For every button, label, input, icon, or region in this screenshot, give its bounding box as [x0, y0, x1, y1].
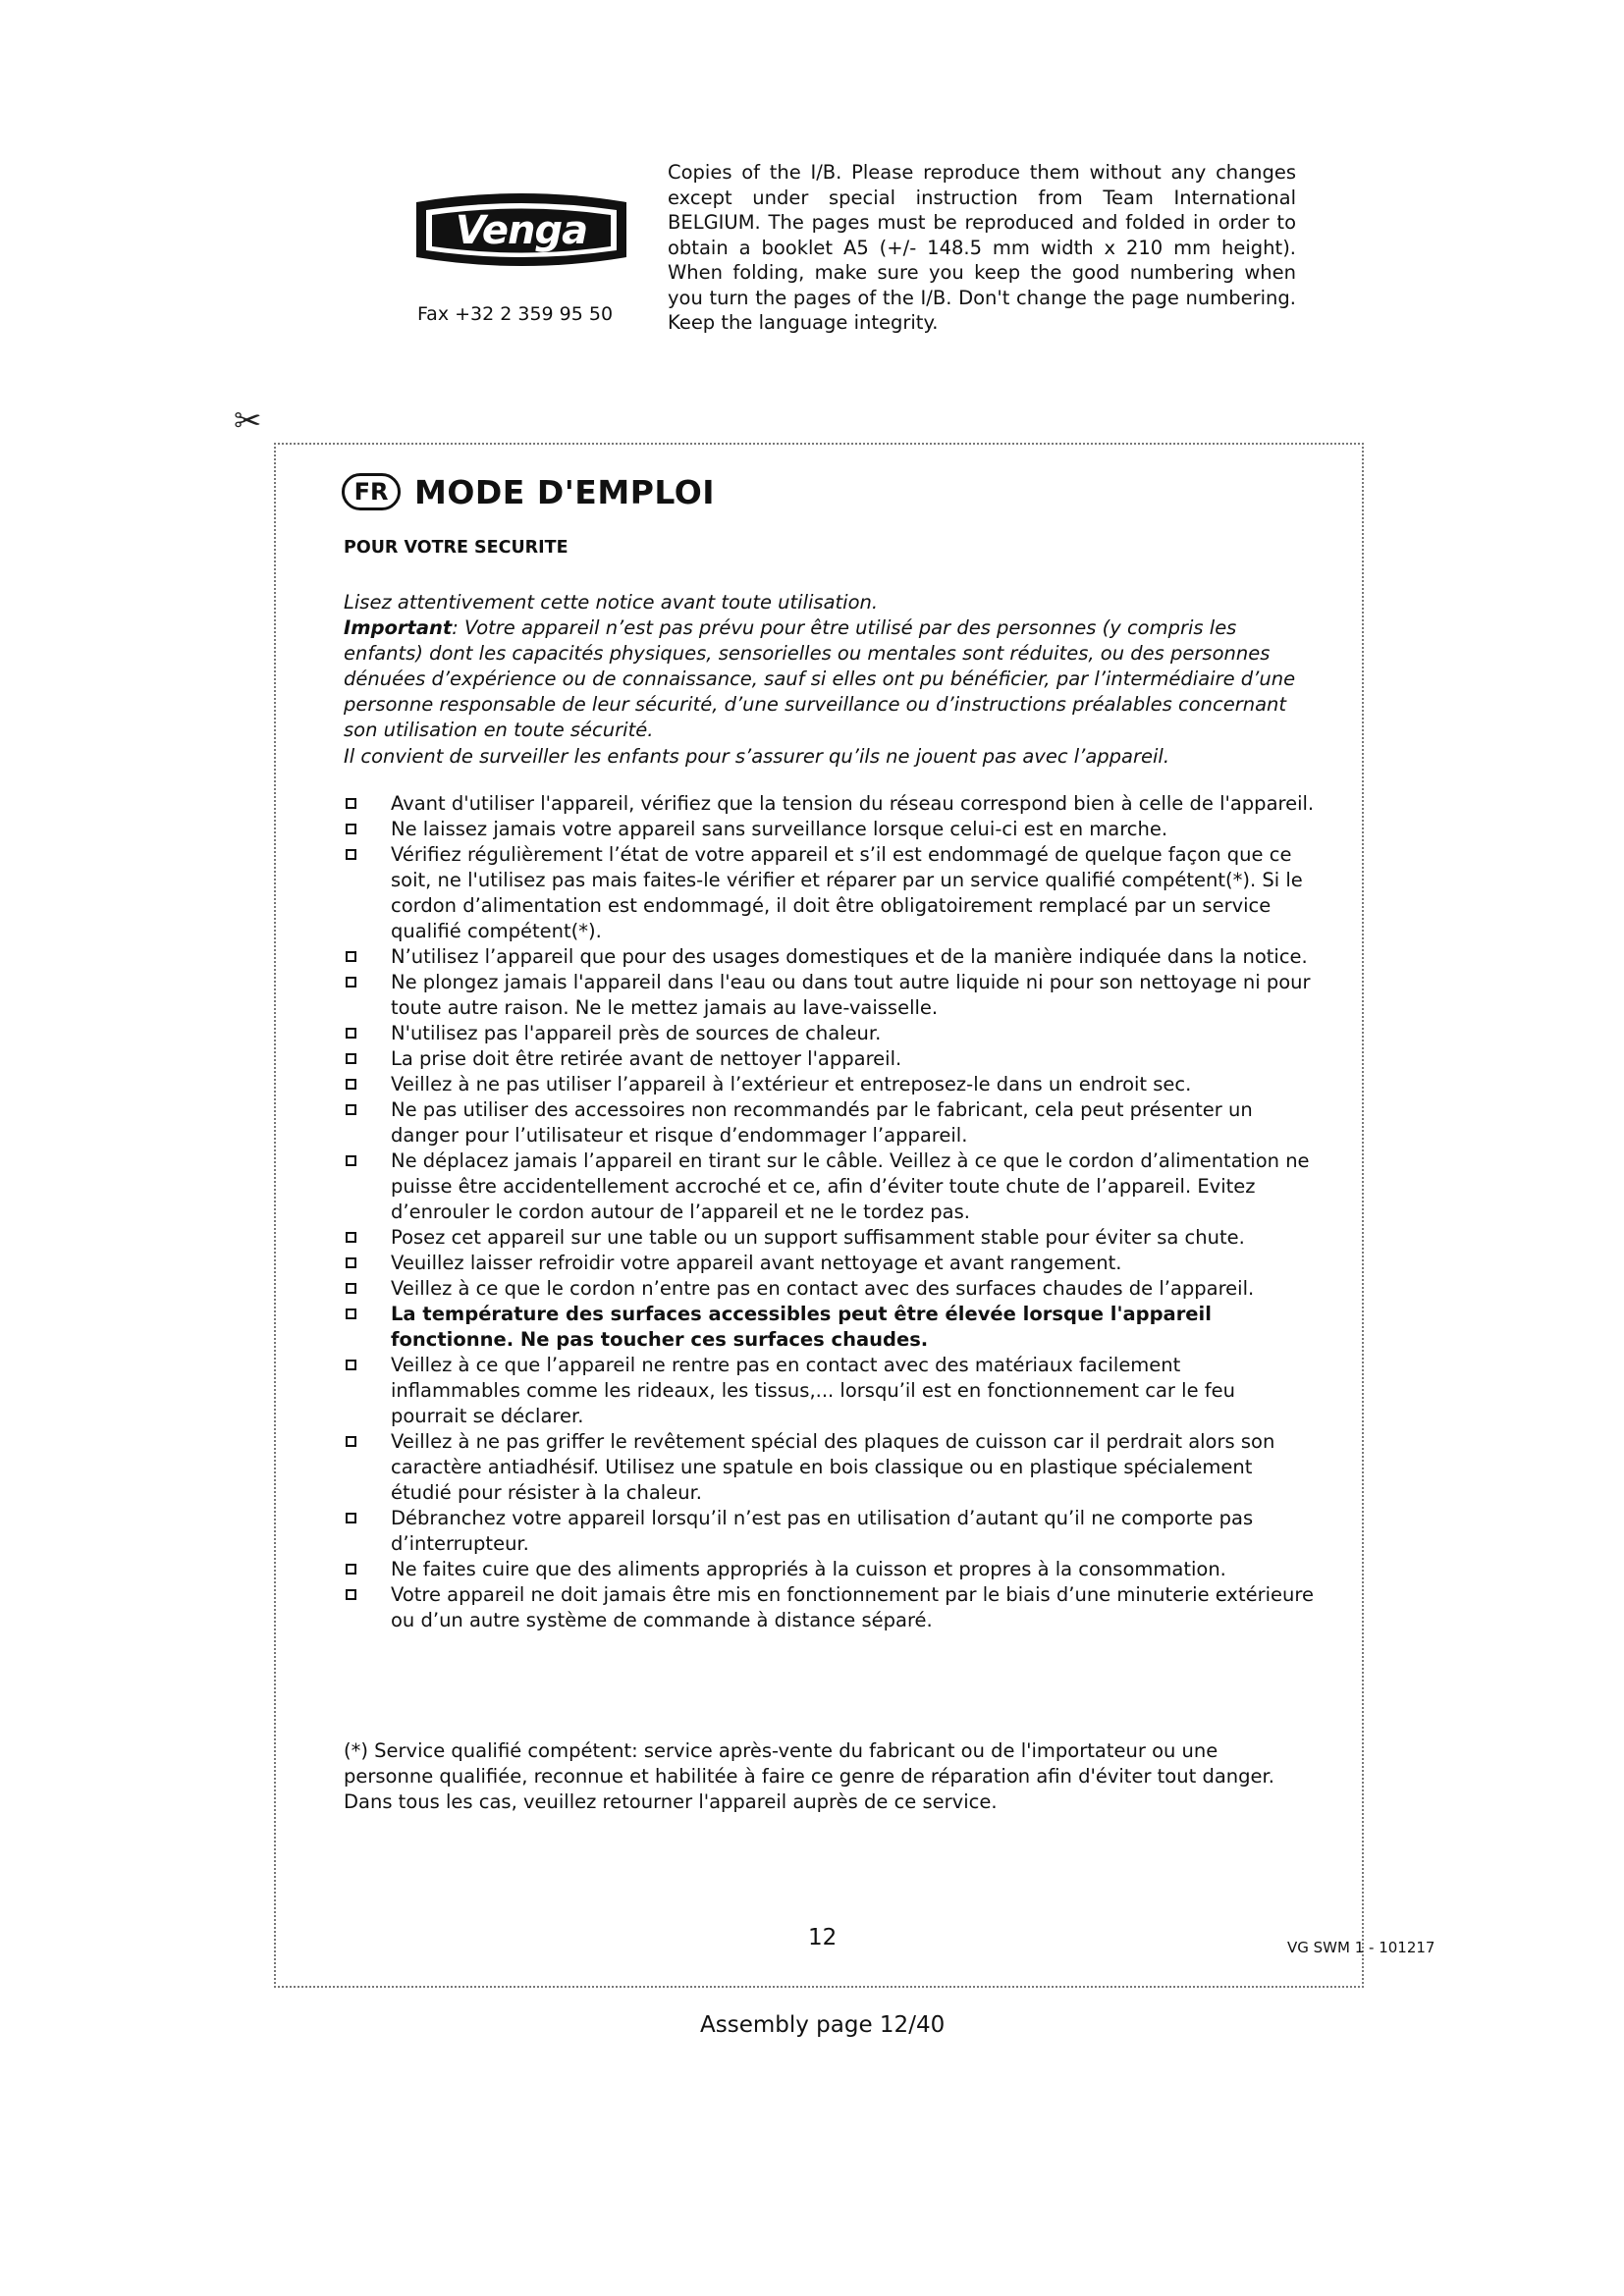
checkbox-bullet-icon: [346, 849, 356, 860]
warning-item: [344, 791, 1316, 817]
checkbox-bullet-icon: [346, 1589, 356, 1600]
warning-text: La température des surfaces accessibles peut être élevée lorsque l'appareil fonctionne. Ne pas toucher ces surfaces chaudes.: [391, 1303, 1212, 1351]
checkbox-bullet-icon: [346, 1028, 356, 1039]
intro-text: [344, 590, 1296, 770]
warning-list: [344, 791, 1316, 1633]
warning-text: Ne pas utiliser des accessoires non recommandés par le fabricant, cela peut présenter un danger pour l’utilisateur et risque d’endommager l’appareil.: [391, 1098, 1253, 1147]
checkbox-bullet-icon: [346, 1283, 356, 1294]
warning-text: N’utilisez l’appareil que pour des usages domestiques et de la manière indiquée dans la notice.: [391, 945, 1308, 968]
checkbox-bullet-icon: [346, 1564, 356, 1575]
checkbox-bullet-icon: [346, 798, 356, 809]
copy-instructions: Copies of the I/B. Please reproduce them without any changes except under special instruction from Team International BELGIUM. The pages must be reproduced and folded in order to obtain a booklet A5 (+/- 148.5 mm width x 210 mm height). When folding, make sure you keep the good numbering when you turn the pages of the I/B. Don't change the page numbering. Keep the language integrity.: [668, 161, 1296, 334]
warning-item: [344, 1225, 1316, 1251]
warning-text: Veillez à ce que le cordon n’entre pas en contact avec des surfaces chaudes de l’appareil.: [391, 1277, 1255, 1300]
warning-item: [344, 817, 1316, 842]
intro-line: Lisez attentivement cette notice avant toute utilisation.: [344, 591, 879, 614]
warning-text: Vérifiez régulièrement l’état de votre appareil et s’il est endommagé de quelque façon que ce soit, ne l'utilisez pas mais faites-le vérifier et réparer par un service qualifié compétent(*). Si le cordon d’alimentation est endommagé, il doit être obligatoirement remplacé par un service qualifié compétent(*).: [391, 843, 1303, 942]
checkbox-bullet-icon: [346, 951, 356, 962]
warning-text: Veillez à ce que l’appareil ne rentre pas en contact avec des matériaux facilement inflammables comme les rideaux, les tissus,... lorsqu’il est en fonctionnement car le feu pourrait se déclarer.: [391, 1354, 1235, 1427]
children-warning: Il convient de surveiller les enfants pour s’assurer qu’ils ne jouent pas avec l’appareil.: [344, 744, 1170, 768]
warning-item: [344, 1148, 1316, 1225]
checkbox-bullet-icon: [346, 1104, 356, 1115]
warning-text: Veuillez laisser refroidir votre appareil avant nettoyage et avant rangement.: [391, 1252, 1122, 1274]
checkbox-bullet-icon: [346, 1308, 356, 1319]
warning-item: [344, 1072, 1316, 1097]
footnote: (*) Service qualifié compétent: service après-vente du fabricant ou de l'importateur ou une personne qualifiée, reconnue et habilitée à faire ce genre de réparation afin d'éviter tout danger. Dans tous les cas, veuillez retourner l'appareil auprès de ce service.: [344, 1739, 1274, 1813]
warning-item: [344, 1046, 1316, 1072]
warning-text: N'utilisez pas l'appareil près de sources de chaleur.: [391, 1022, 882, 1044]
warning-item: [344, 1557, 1316, 1582]
warning-text: Ne faites cuire que des aliments appropriés à la cuisson et propres à la consommation.: [391, 1558, 1226, 1580]
warning-item: [344, 970, 1316, 1021]
warning-item: [344, 1021, 1316, 1046]
important-label: Important: [344, 616, 453, 640]
checkbox-bullet-icon: [346, 1436, 356, 1447]
warning-text: Veillez à ne pas utiliser l’appareil à l’extérieur et entreposez-le dans un endroit sec.: [391, 1073, 1192, 1095]
checkbox-bullet-icon: [346, 824, 356, 834]
warning-item: [344, 1302, 1316, 1353]
warning-text: Ne plongez jamais l'appareil dans l'eau ou dans tout autre liquide ni pour son nettoyage ni pour toute autre raison. Ne le mettez jamais au lave-vaisselle.: [391, 971, 1311, 1019]
warning-item: [344, 842, 1316, 944]
warning-item: [344, 1097, 1316, 1148]
warning-item: [344, 1506, 1316, 1557]
warning-item: [344, 944, 1316, 970]
warning-text: Ne laissez jamais votre appareil sans surveillance lorsque celui-ci est en marche.: [391, 818, 1168, 840]
fax-number: Fax +32 2 359 95 50: [417, 303, 614, 325]
page-title: MODE D'EMPLOI: [414, 472, 716, 511]
checkbox-bullet-icon: [346, 1053, 356, 1064]
warning-text: Posez cet appareil sur une table ou un support suffisamment stable pour éviter sa chute.: [391, 1226, 1245, 1249]
warning-item: [344, 1353, 1316, 1429]
venga-logo: [410, 187, 632, 275]
section-title: [342, 467, 715, 516]
checkbox-bullet-icon: [346, 1513, 356, 1523]
safety-heading: POUR VOTRE SECURITE: [344, 538, 568, 558]
checkbox-bullet-icon: [346, 1232, 356, 1243]
model-code: VG SWM 1 - 101217: [1287, 1939, 1435, 1956]
warning-item: [344, 1429, 1316, 1506]
checkbox-bullet-icon: [346, 1155, 356, 1166]
warning-text: La prise doit être retirée avant de nettoyer l'appareil.: [391, 1047, 902, 1070]
checkbox-bullet-icon: [346, 977, 356, 988]
warning-item: [344, 1582, 1316, 1633]
assembly-page-label: Assembly page 12/40: [700, 2012, 946, 2038]
important-paragraph: [344, 615, 1296, 743]
warning-text: Avant d'utiliser l'appareil, vérifiez que la tension du réseau correspond bien à celle de l'appareil.: [391, 792, 1315, 815]
important-text: : Votre appareil n’est pas prévu pour être utilisé par des personnes (y compris les enfants) dont les capacités physiques, sensorielles ou mentales sont réduites, ou des personnes dénuées d’expérience ou de connaissance, sauf si elles ont pu bénéficier, par l’intermédiaire d’une personne responsable de leur sécurité, d’une surveillance ou d’instructions préalables concernant son utilisation en toute sécurité.: [344, 616, 1296, 742]
svg-text:Venga: Venga: [455, 208, 588, 253]
scissors-icon: ✂: [234, 401, 262, 441]
language-badge: FR: [342, 473, 401, 510]
warning-text: Votre appareil ne doit jamais être mis en fonctionnement par le biais d’une minuterie extérieure ou d’un autre système de commande à distance séparé.: [391, 1583, 1314, 1631]
page-number: 12: [808, 1925, 838, 1950]
checkbox-bullet-icon: [346, 1079, 356, 1090]
warning-text: Débranchez votre appareil lorsqu’il n’est pas en utilisation d’autant qu’il ne comporte pas d’interrupteur.: [391, 1507, 1254, 1555]
warning-item: [344, 1276, 1316, 1302]
warning-text: Veillez à ne pas griffer le revêtement spécial des plaques de cuisson car il perdrait alors son caractère antiadhésif. Utilisez une spatule en bois classique ou en plastique spécialement étudié pour résister à la chaleur.: [391, 1430, 1275, 1504]
warning-item: [344, 1251, 1316, 1276]
checkbox-bullet-icon: [346, 1360, 356, 1370]
checkbox-bullet-icon: [346, 1257, 356, 1268]
warning-text: Ne déplacez jamais l’appareil en tirant sur le câble. Veillez à ce que le cordon d’alimentation ne puisse être accidentellement accroché et ce, afin d’éviter toute chute de l’appareil. Evitez d’enrouler le cordon autour de l’appareil et ne le tordez pas.: [391, 1149, 1310, 1223]
